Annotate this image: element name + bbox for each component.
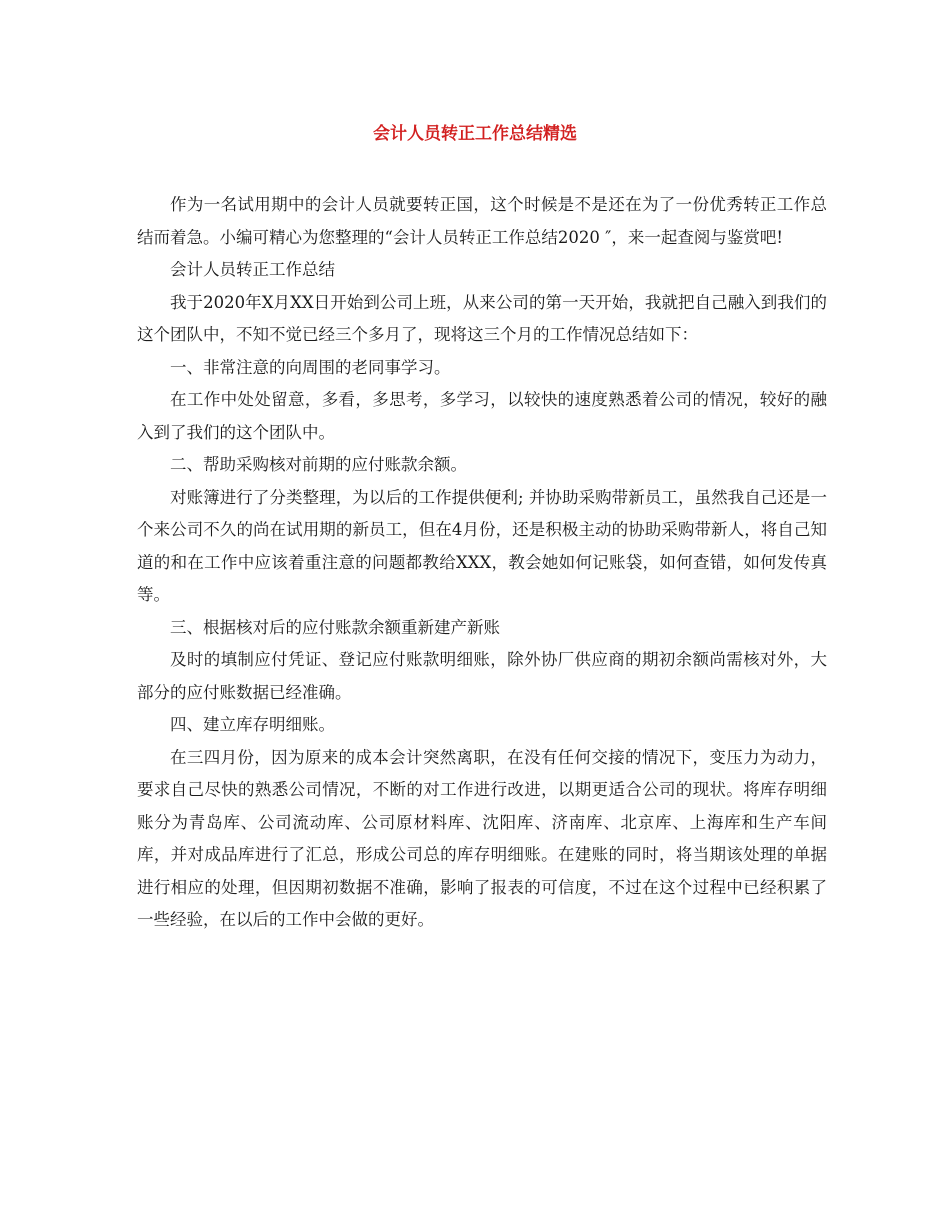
body-paragraph: 在三四月份，因为原来的成本会计突然离职，在没有任何交接的情况下，变压力为动力，要求自己尽快的熟悉公司情况，不断的对工作进行改进，以期更适合公司的现状。将库存明细账分为青岛库、公司流动库、公司原材料库、沈阳库、济南库、北京库、上海库和生产车间库，并对成品库进行了汇总，形成公司总的库存明细账。在建账的同时，将当期该处理的单据进行相应的处理，但因期初数据不准确，影响了报表的可信度，不过在这个过程中已经积累了一些经验，在以后的工作中会做的更好。 (137, 747, 827, 929)
list-heading-4: 四、建立库存明细账。 (170, 715, 335, 734)
list-heading-2: 二、帮助采购核对前期的应付账款余额。 (170, 455, 467, 474)
body-paragraph: 及时的填制应付凭证、登记应付账款明细账，除外协厂供应商的期初余额尚需核对外，大部分的应付账数据已经准确。 (137, 650, 827, 702)
document-body (137, 189, 827, 937)
body-paragraph: 我于2020年X月XX日开始到公司上班，从来公司的第一天开始，我就把自己融入到我们的这个团队中，不知不觉已经三个多月了，现将这三个月的工作情况总结如下： (137, 292, 827, 344)
body-paragraph: 对账簿进行了分类整理，为以后的工作提供便利; 并协助采购带新员工，虽然我自己还是一个来公司不久的尚在试用期的新员工，但在4月份，还是积极主动的协助采购带新人，将自己知道的和在工作中应该着重注意的问题都教给XXX，教会她如何记账袋，如何查错，如何发传真等。 (137, 487, 827, 604)
section-heading: 会计人员转正工作总结 (170, 260, 335, 279)
list-heading-3: 三、根据核对后的应付账款余额重新建产新账 (170, 617, 500, 637)
document-title: 会计人员转正工作总结精选 (373, 124, 577, 144)
body-paragraph: 在工作中处处留意，多看，多思考，多学习，以较快的速度熟悉着公司的情况，较好的融入到了我们的这个团队中。 (137, 390, 827, 442)
intro-paragraph: 作为一名试用期中的会计人员就要转正国，这个时候是不是还在为了一份优秀转正工作总结而着急。小编可精心为您整理的“会计人员转正工作总结2020 ″，来一起查阅与鉴赏吧! (137, 195, 827, 247)
list-heading-1: 一、非常注意的向周围的老同事学习。 (170, 357, 451, 377)
